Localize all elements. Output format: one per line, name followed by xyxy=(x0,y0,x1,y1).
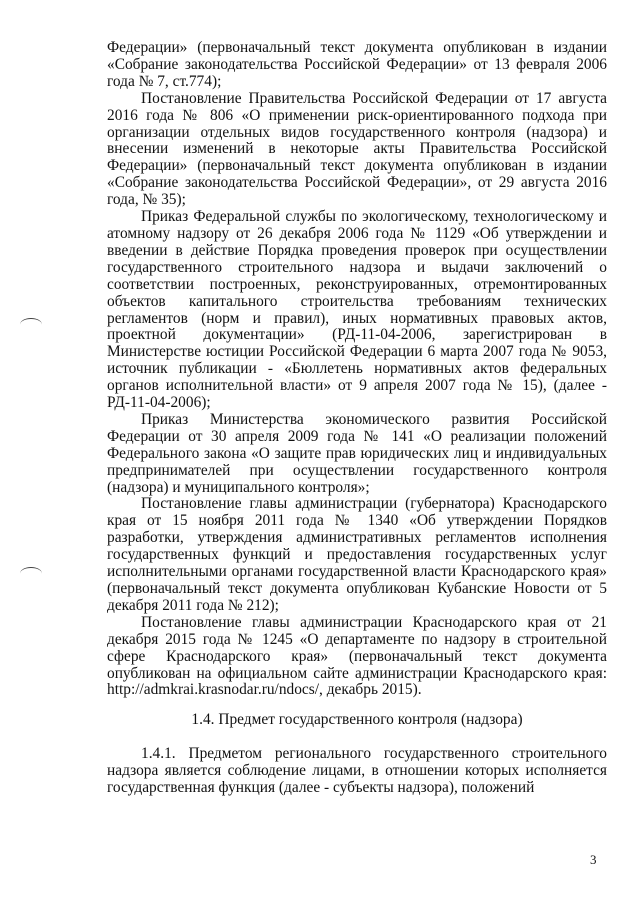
document-body xyxy=(107,40,607,797)
page-number: 3 xyxy=(590,852,597,867)
paragraph-governor-decree-1340: Постановление главы администрации (губернатора) Краснодарского края от 15 ноября 2011 года № 1340 «Об утверждении Порядков разработки, утверждения административных регламентов исполнения государственных функций и предоставления государственных услуг исполнительными органами государственной власти Краснодарского края» (первоначальный текст документа опубликован Кубанские Новости от 5 декабря 2011 года № 212); xyxy=(107,495,607,614)
paragraph-continuation: Федерации» (первоначальный текст документа опубликован в издании «Собрание законодательства Российской Федерации» от 13 февраля 2006 года № 7, ст.774); xyxy=(107,39,607,90)
paragraph-government-decree-806: Постановление Правительства Российской Федерации от 17 августа 2016 года № 806 «О применении риск-ориентированного подхода при организации отдельных видов государственного контроля (надзора) и внесении изменений в некоторые акты Правительства Российской Федерации» (первоначальный текст документа опубликован в издании «Собрание законодательства Российской Федерации», от 29 августа 2016 года, № 35); xyxy=(107,89,607,209)
paragraph-economy-ministry-order-141: Приказ Министерства экономического развития Российской Федерации от 30 апреля 2009 года № 141 «О реализации положений Федерального закона «О защите прав юридических лиц и индивидуальных предпринимателей при осуществлении государственного контроля (надзора) и муниципального контроля»; xyxy=(107,410,607,496)
paragraph-section-1-4-1: 1.4.1. Предметом регионального государственного строительного надзора является соблюдение лицами, в отношении которых исполняется государственная функция (далее - субъекты надзора), положений xyxy=(107,745,607,797)
scan-mark xyxy=(20,318,42,331)
scan-mark xyxy=(20,567,42,580)
paragraph-governor-decree-1245: Постановление главы администрации Краснодарского края от 21 декабря 2015 года № 1245 «О департаменте по надзору в строительной сфере Краснодарского края» (первоначальный текст документа опубликован на официальном сайте администрации Краснодарского края: http://admkrai.krasnodar.ru/ndocs/, декабрь 2015). xyxy=(107,613,607,699)
section-heading: 1.4. Предмет государственного контроля (надзора) xyxy=(191,711,523,729)
paragraph-rostekhnadzor-order-1129: Приказ Федеральной службы по экологическому, технологическому и атомному надзору от 26 декабря 2006 года № 1129 «Об утверждении и введении в действие Порядка проведения проверок при осуществлении государственного строительного надзора и выдачи заключений о соответствии построенных, реконструированных, отремонтированных объектов капитального строительства требованиям технических регламентов (норм и правил), иных нормативных правовых актов, проектной документации» (РД-11-04-2006, зарегистрирован в Министерстве юстиции Российской Федерации 6 марта 2007 года № 9053, источник публикации - «Бюллетень нормативных актов федеральных органов исполнительной власти» от 9 апреля 2007 года № 15), (далее - РД-11-04-2006); xyxy=(107,208,607,412)
